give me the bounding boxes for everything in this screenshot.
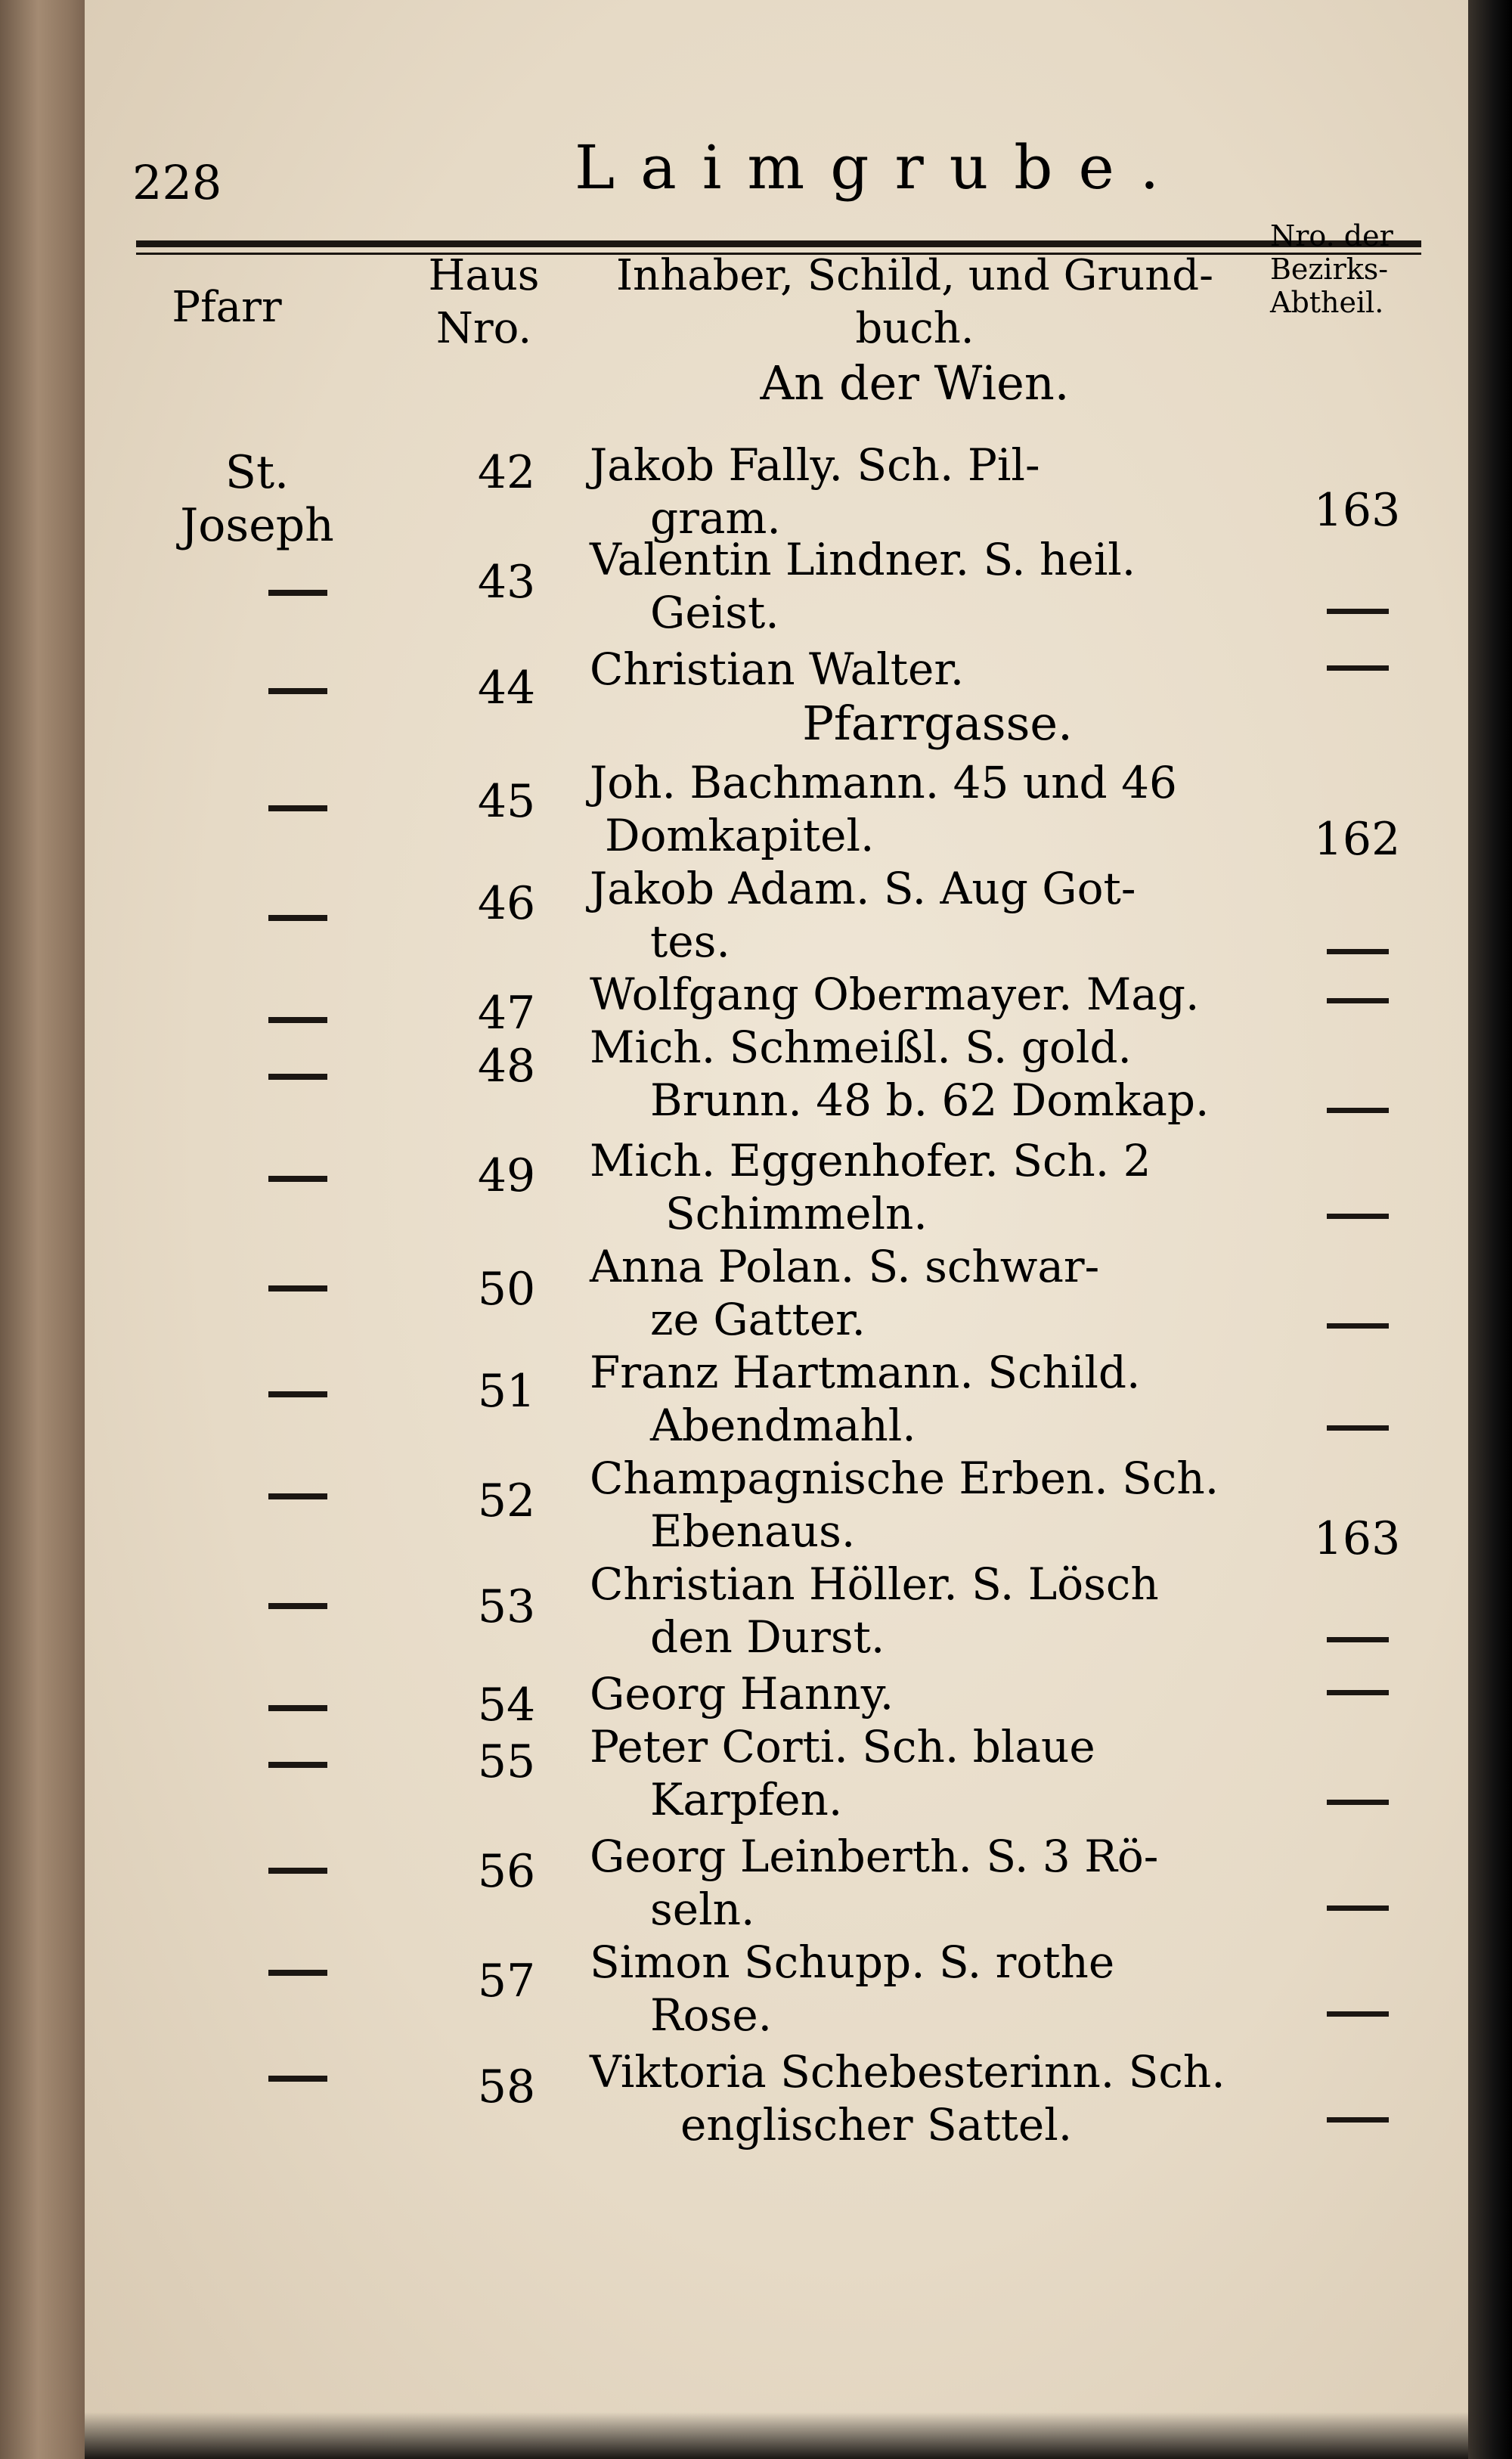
- entry-line1: Georg Hanny.: [590, 1668, 894, 1719]
- column-header-bezirk-line1: Nro. der: [1270, 219, 1393, 253]
- parish-ditto-mark: [268, 915, 327, 921]
- bezirk-number: 163: [1313, 484, 1401, 537]
- house-number: 50: [477, 1263, 536, 1316]
- column-header-bezirk-line3: Abtheil.: [1270, 286, 1384, 319]
- entry-line1: Viktoria Schebesterinn. Sch.: [590, 2046, 1225, 2098]
- bezirk-ditto-mark: [1327, 998, 1389, 1003]
- section-heading-pfarrgasse: Pfarrgasse.: [802, 696, 1073, 751]
- entry-text: [590, 1667, 894, 1720]
- bezirk-ditto-mark: [1327, 1637, 1389, 1642]
- parish-ditto-mark: [268, 1970, 327, 1976]
- column-header-haus-line2: Nro.: [435, 304, 532, 353]
- entry-line2: Geist.: [650, 587, 779, 638]
- bezirk-ditto-mark: [1327, 1800, 1389, 1805]
- house-number: 48: [477, 1040, 536, 1093]
- entry-line2: Domkapitel.: [605, 810, 875, 861]
- column-header-inhaber-line2: buch.: [855, 304, 974, 353]
- parish-ditto-mark: [268, 590, 327, 596]
- parish-ditto-mark: [268, 1493, 327, 1499]
- entry-line1: Valentin Lindner. S. heil.: [590, 534, 1136, 585]
- entry-line2: Ebenaus.: [650, 1505, 856, 1557]
- entry-line2: Abendmahl.: [650, 1400, 916, 1451]
- entry-line1: Anna Polan. S. schwar-: [590, 1241, 1100, 1292]
- entry-line2: seln.: [650, 1884, 755, 1935]
- entry-text: [590, 1021, 1209, 1127]
- bezirk-ditto-mark: [1327, 1690, 1389, 1695]
- entry-text: [590, 1452, 1219, 1558]
- entry-line2: englischer Sattel.: [680, 2099, 1073, 2150]
- entry-text: [590, 2045, 1225, 2151]
- book-binding-edge: [0, 0, 85, 2459]
- parish-ditto-mark: [268, 1017, 327, 1023]
- column-header-haus: [404, 250, 563, 355]
- entry-line1: Simon Schupp. S. rothe: [590, 1937, 1115, 1988]
- entry-line2: gram.: [650, 492, 781, 544]
- entry-text: [590, 756, 1177, 862]
- bezirk-ditto-mark: [1327, 2117, 1389, 2123]
- parish-ditto-mark: [268, 1762, 327, 1768]
- entry-line2: Brunn. 48 b. 62 Domkap.: [650, 1074, 1210, 1126]
- entry-line1: Peter Corti. Sch. blaue: [590, 1721, 1095, 1772]
- entry-line2: Rose.: [650, 1989, 773, 2041]
- entry-line2: tes.: [650, 916, 730, 967]
- house-number: 56: [477, 1845, 536, 1898]
- entry-line2: den Durst.: [650, 1611, 885, 1663]
- house-number: 55: [477, 1735, 536, 1788]
- entry-line1: Joh. Bachmann. 45 und 46: [590, 757, 1177, 808]
- entry-line1: Christian Höller. S. Lösch: [590, 1558, 1159, 1610]
- page-right-edge: [1468, 0, 1512, 2459]
- parish-ditto-mark: [268, 688, 327, 694]
- parish-ditto-mark: [268, 1285, 327, 1292]
- column-header-haus-line1: Haus: [428, 251, 540, 300]
- entry-line1: Christian Walter.: [590, 643, 965, 695]
- bezirk-ditto-mark: [1327, 2011, 1389, 2017]
- bezirk-ditto-mark: [1327, 1214, 1389, 1219]
- house-number: 58: [477, 2061, 536, 2113]
- column-header-bezirk-line2: Bezirks-: [1270, 253, 1389, 286]
- entry-line1: Champagnische Erben. Sch.: [590, 1453, 1219, 1504]
- entry-text: [590, 533, 1136, 639]
- entry-line2: ze Gatter.: [650, 1294, 866, 1345]
- entry-text: [590, 1830, 1158, 1936]
- entry-text: [590, 1134, 1151, 1240]
- parish-ditto-mark: [268, 2076, 327, 2082]
- house-number: 52: [477, 1474, 536, 1527]
- parish-name-line2: Joseph: [180, 499, 334, 552]
- bezirk-number: 162: [1313, 813, 1401, 866]
- section-heading-an-der-wien: An der Wien.: [760, 355, 1070, 411]
- parish-ditto-mark: [268, 1868, 327, 1874]
- house-number: 47: [477, 987, 536, 1040]
- entry-line1: Georg Leinberth. S. 3 Rö-: [590, 1831, 1159, 1882]
- bezirk-ditto-mark: [1327, 949, 1389, 954]
- parish-ditto-mark: [268, 1603, 327, 1609]
- entry-text: [590, 1558, 1159, 1664]
- page-number: 228: [132, 155, 222, 210]
- page-bottom-shadow: [85, 2412, 1468, 2459]
- parish-ditto-mark: [268, 1391, 327, 1397]
- house-number: 44: [477, 662, 536, 715]
- bezirk-ditto-mark: [1327, 665, 1389, 671]
- running-head: Laimgrube.: [575, 132, 1185, 203]
- house-number: 43: [477, 556, 536, 609]
- entry-line1: Mich. Schmeißl. S. gold.: [590, 1022, 1132, 1073]
- bezirk-ditto-mark: [1327, 1425, 1389, 1431]
- parish-name-line1: St.: [225, 446, 290, 499]
- entry-line1: Franz Hartmann. Schild.: [590, 1347, 1141, 1398]
- parish-ditto-mark: [268, 805, 327, 811]
- bezirk-ditto-mark: [1327, 1905, 1389, 1911]
- house-number: 49: [477, 1149, 536, 1202]
- entry-line1: Jakob Adam. S. Aug Got-: [590, 863, 1136, 914]
- entry-text: [590, 1240, 1099, 1346]
- column-header-bezirk: [1270, 219, 1429, 319]
- column-header-inhaber: [582, 250, 1247, 355]
- column-header-pfarr: Pfarr: [172, 283, 282, 332]
- parish-ditto-mark: [268, 1705, 327, 1711]
- parish-ditto-mark: [268, 1176, 327, 1182]
- entry-line1: Wolfgang Obermayer. Mag.: [590, 969, 1200, 1020]
- house-number: 57: [477, 1955, 536, 2008]
- bezirk-ditto-mark: [1327, 1108, 1389, 1113]
- entry-text: [590, 862, 1136, 968]
- entry-line1: Mich. Eggenhofer. Sch. 2: [590, 1135, 1151, 1186]
- house-number: 42: [477, 446, 536, 499]
- bezirk-ditto-mark: [1327, 609, 1389, 614]
- entry-text: [590, 439, 1040, 544]
- bezirk-number: 163: [1313, 1512, 1401, 1565]
- entry-text: [590, 1936, 1114, 2042]
- entry-line1: Jakob Fally. Sch. Pil-: [590, 439, 1040, 491]
- parish-ditto-mark: [268, 1074, 327, 1080]
- entry-line2: Schimmeln.: [665, 1188, 928, 1239]
- house-number: 51: [477, 1365, 536, 1418]
- house-number: 54: [477, 1679, 536, 1732]
- house-number: 46: [477, 877, 536, 930]
- house-number: 45: [477, 775, 536, 828]
- entry-line2: Karpfen.: [650, 1774, 843, 1825]
- entry-text: [590, 643, 964, 696]
- entry-text: [590, 1720, 1095, 1826]
- house-number: 53: [477, 1580, 536, 1633]
- column-header-inhaber-line1: Inhaber, Schild, und Grund-: [615, 251, 1214, 300]
- entry-text: [590, 968, 1199, 1021]
- bezirk-ditto-mark: [1327, 1323, 1389, 1329]
- entry-text: [590, 1346, 1140, 1452]
- header-rule-thick: [136, 240, 1421, 247]
